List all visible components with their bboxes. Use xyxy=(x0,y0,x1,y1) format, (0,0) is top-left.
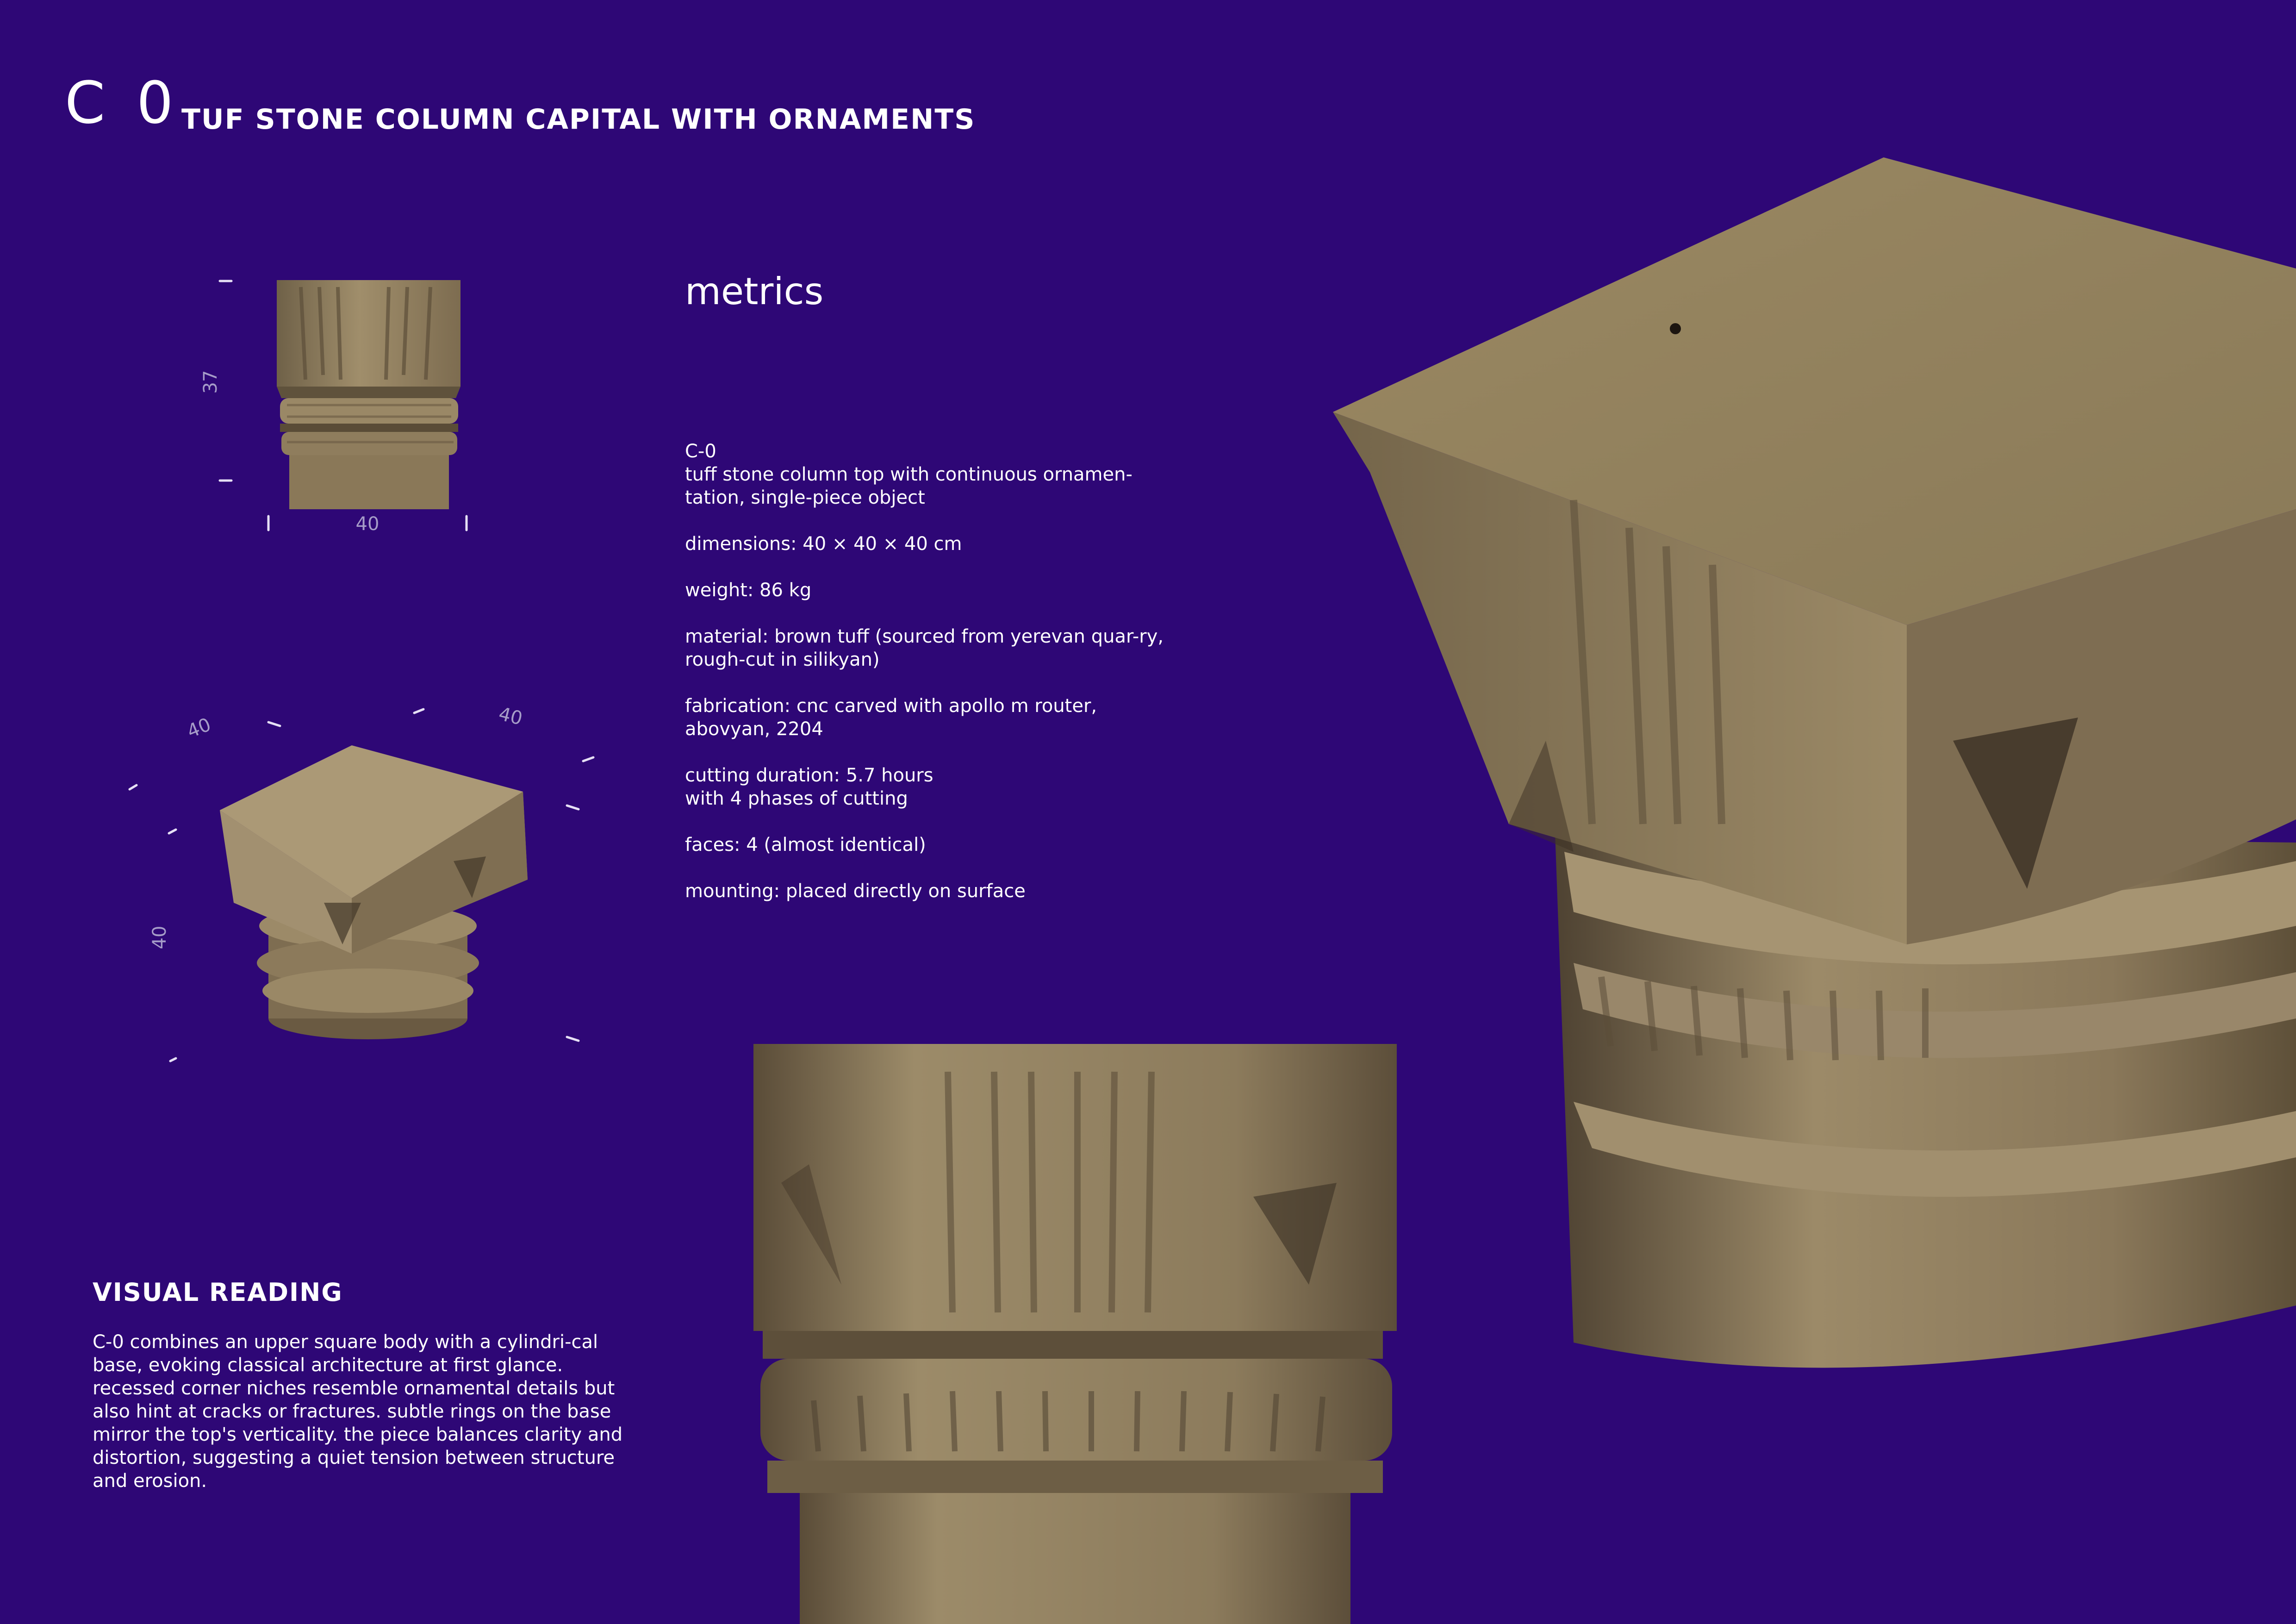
front-height-label: 37 xyxy=(200,370,221,394)
dimension-tick-icon xyxy=(130,785,137,789)
large-stone-photo xyxy=(1314,148,2296,1407)
metrics-heading: metrics xyxy=(685,270,824,313)
dimension-tick-icon xyxy=(583,757,593,761)
front-view-stone xyxy=(277,280,460,509)
isometric-view-drawing xyxy=(120,685,620,1083)
metrics-cutting-duration: cutting duration: 5.7 hours xyxy=(685,765,933,786)
dimension-tick-icon xyxy=(170,1058,176,1061)
metrics-description: tuff stone column top with continuous ornamen-tation, single-piece object xyxy=(685,464,1132,508)
metrics-item-description xyxy=(685,440,1180,509)
visual-reading-body: C-0 combines an upper square body with a cylindri-cal base, evoking classical architecture at first glance. recessed corner niches resemble ornamental details but also hint at cracks or fractures. subtle rings on the base mirror the top's verticality. the piece balances clarity and distortion, suggesting a quiet tension between structure and erosion. xyxy=(93,1331,623,1492)
metrics-id-line: C-0 xyxy=(685,441,716,462)
metrics-item-mounting: mounting: placed directly on surface xyxy=(685,881,1026,902)
metrics-item-faces: faces: 4 (almost identical) xyxy=(685,834,926,856)
front-width-label: 40 xyxy=(355,513,380,535)
metrics-item-material: material: brown tuff (sourced from yerevan quar-ry, rough-cut in silikyan) xyxy=(685,626,1164,670)
dimension-tick-icon xyxy=(567,1037,579,1041)
iso-height-label: 40 xyxy=(149,925,170,949)
metrics-list xyxy=(685,440,1180,926)
visual-reading-heading: VISUAL READING xyxy=(93,1278,343,1307)
metrics-item-fabrication: fabrication: cnc carved with apollo m router, abovyan, 2204 xyxy=(685,695,1097,740)
metrics-item-dimensions: dimensions: 40 × 40 × 40 cm xyxy=(685,533,962,555)
iso-width-label: 40 xyxy=(496,703,525,730)
dimension-tick-icon xyxy=(268,722,280,726)
front-view-drawing xyxy=(194,259,491,546)
page-title: TUF STONE COLUMN CAPITAL WITH ORNAMENTS xyxy=(181,103,976,136)
metrics-item-weight: weight: 86 kg xyxy=(685,580,812,601)
object-code: C 0 xyxy=(65,69,180,137)
iso-depth-label: 40 xyxy=(184,714,214,743)
front-elevation-stone xyxy=(753,1044,1397,1624)
isometric-view-stone xyxy=(220,745,528,1039)
metrics-cutting-phases: with 4 phases of cutting xyxy=(685,788,908,809)
dimension-tick-icon xyxy=(567,806,579,809)
large-stone-block xyxy=(1333,157,2296,944)
front-elevation-photo xyxy=(753,1044,1397,1624)
metrics-item-cutting xyxy=(685,764,1180,810)
dimension-tick-icon xyxy=(414,709,423,713)
dimension-tick-icon xyxy=(169,830,176,833)
